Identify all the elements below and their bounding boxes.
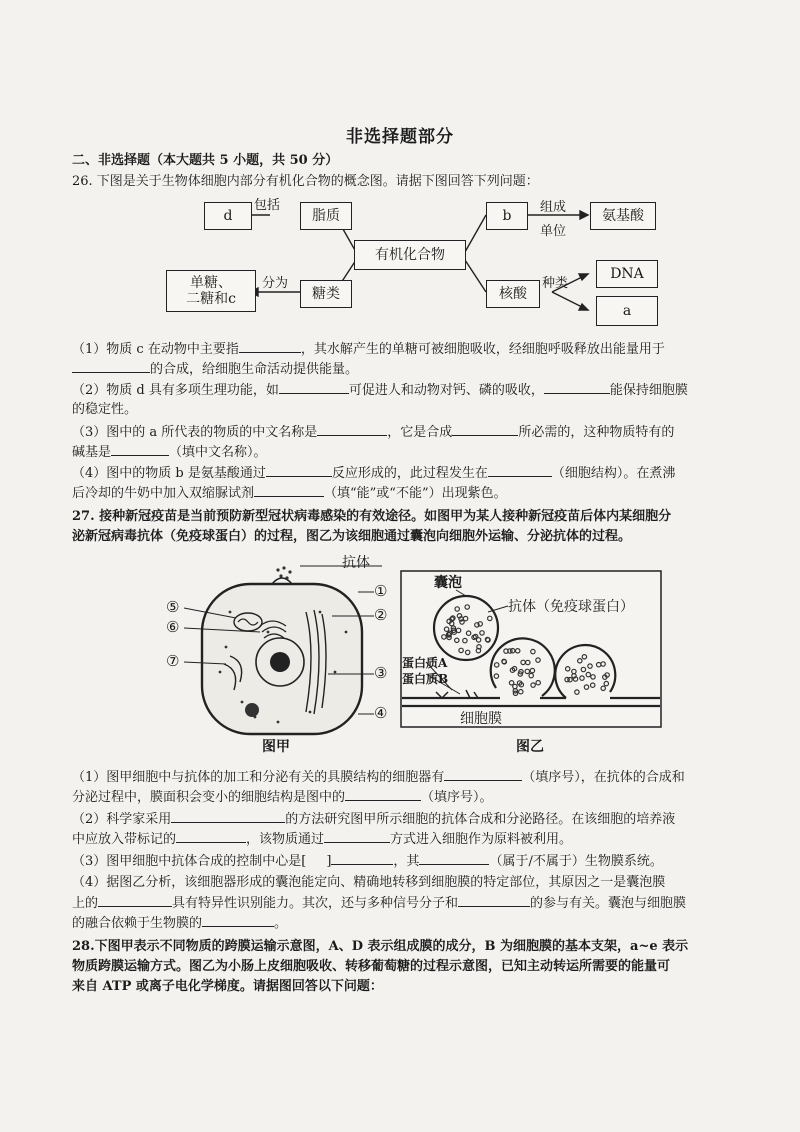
antibody-particle <box>531 649 535 653</box>
q26-p3-line2: 碱基是 （填中文名称）。 <box>72 445 267 460</box>
figa-num-3: ③ <box>374 664 388 682</box>
blank[interactable] <box>345 788 421 801</box>
blank[interactable] <box>317 423 387 436</box>
q26-stem: 26. 下图是关于生物体细胞内部分有机化合物的概念图。请据下图回答下列问题： <box>72 174 539 189</box>
page-title: 非选择题部分 <box>346 127 454 147</box>
antibody-particle <box>586 672 590 676</box>
node-sugar: 糖类 <box>300 280 352 308</box>
node-d: d <box>204 202 252 230</box>
blank[interactable] <box>171 810 285 823</box>
antibody-particle <box>459 648 463 652</box>
q26-p3-line1: （3）图中的 a 所代表的物质的中文名称是 ，它是合成 所必需的，这种物质特有的 <box>72 425 675 440</box>
figa-label-antibody: 抗体 <box>342 555 370 571</box>
antibody-particle <box>476 638 480 642</box>
q27-p2-line1: （2）科学家采用 的方法研究图甲所示细胞的抗体合成和分泌路径。在该细胞的培养液 <box>72 812 676 827</box>
q27-p3: （3）图甲细胞中抗体合成的控制中心是[ ] ，其 （属于/不属于）生物膜系统。 <box>72 854 663 869</box>
figa-caption: 图甲 <box>262 739 290 755</box>
figure-a <box>160 552 400 757</box>
blank[interactable] <box>419 852 489 865</box>
antibody-particle <box>444 627 448 631</box>
label-kinds: 种类 <box>542 276 569 291</box>
antibody-particle <box>455 638 459 642</box>
antibody-particle <box>591 675 595 679</box>
node-b: b <box>486 202 528 230</box>
antibody-particle <box>456 628 460 632</box>
q27-p4-line2: 上的 具有特异性识别能力。其次，还与多种信号分子和 的参与有关。囊泡与细胞膜 <box>72 896 687 911</box>
q27-p2-line2: 中应放入带标记的 ，该物质通过 方式进入细胞作为原料被利用。 <box>72 832 573 847</box>
node-organic-compound: 有机化合物 <box>354 240 466 270</box>
figa-num-2: ② <box>374 606 388 624</box>
antibody-particle <box>591 683 595 687</box>
blank[interactable] <box>544 381 610 394</box>
figb-label-protein-a: 蛋白质A <box>402 656 448 670</box>
q26-p1-line1: （1）物质 c 在动物中主要指 ，其水解产生的单糖可被细胞吸收，经细胞呼吸释放出能量用于 <box>72 342 665 357</box>
antibody-particle <box>584 685 588 689</box>
cell-diagram-a <box>160 552 400 757</box>
antibody-particle <box>581 667 585 671</box>
figa-num-5: ⑤ <box>166 598 180 616</box>
antibody-particle <box>525 669 529 673</box>
section-heading: 二、非选择题（本大题共 5 小题，共 50 分） <box>72 153 339 168</box>
blank[interactable] <box>111 443 169 456</box>
figb-label-antibody: 抗体（免疫球蛋白） <box>508 599 634 615</box>
figa-num-4: ④ <box>374 704 388 722</box>
antibody-particle <box>597 663 601 667</box>
antibody-particle <box>495 663 499 667</box>
node-nucleic-acid: 核酸 <box>486 280 540 308</box>
antibody-particle <box>566 667 570 671</box>
q27-p1-line1: （1）图甲细胞中与抗体的加工和分泌有关的具膜结构的细胞器有 （填序号），在抗体的合成和 <box>72 770 685 785</box>
antibody-particle <box>463 616 467 620</box>
label-unit: 单位 <box>540 224 567 239</box>
q27-p4-line3: 的融合依赖于生物膜的 。 <box>72 916 288 931</box>
label-compose: 组成 <box>540 200 567 215</box>
blank[interactable] <box>279 381 349 394</box>
antibody-particle <box>601 686 605 690</box>
antibody-particle <box>521 660 525 664</box>
antibody-particle <box>578 659 582 663</box>
antibody-particle <box>488 616 492 620</box>
antibody-particle <box>466 631 470 635</box>
blank[interactable] <box>452 423 518 436</box>
node-lipid: 脂质 <box>300 202 352 230</box>
q27-p1-line2: 分泌过程中，膜面积会变小的细胞结构是图中的 （填序号）。 <box>72 790 493 805</box>
q26-concept-map <box>160 192 660 332</box>
figb-label-protein-b: 蛋白质B <box>402 672 449 686</box>
antibody-particle <box>465 605 469 609</box>
node-dna: DNA <box>596 260 658 288</box>
blank[interactable] <box>266 464 332 477</box>
antibody-particle <box>604 681 608 685</box>
blank[interactable] <box>331 852 393 865</box>
antibody-particle <box>455 607 459 611</box>
blank[interactable] <box>72 360 150 373</box>
figa-num-1: ① <box>374 582 388 600</box>
antibody-particle <box>516 649 520 653</box>
q26-p4-line1: （4）图中的物质 b 是氨基酸通过 反应形成的，此过程发生在 （细胞结构）。在煮沸 <box>72 466 676 481</box>
q27-stem-line1: 27. 接种新冠疫苗是当前预防新型冠状病毒感染的有效途径。如图甲为某人接种新冠疫苗后体内某细胞分 <box>72 509 672 524</box>
blank[interactable] <box>488 464 552 477</box>
figa-num-7: ⑦ <box>166 652 180 670</box>
antibody-particle <box>536 681 540 685</box>
antibody-particle <box>531 683 535 687</box>
blank[interactable] <box>98 894 172 907</box>
antibody-particle <box>530 668 534 672</box>
figb-label-membrane: 细胞膜 <box>460 711 502 727</box>
blank[interactable] <box>444 768 522 781</box>
q26-p4-line2: 后冷却的牛奶中加入双缩脲试剂 （填“能”或“不能”）出现紫色。 <box>72 486 507 501</box>
node-amino-acid: 氨基酸 <box>590 202 656 230</box>
blank[interactable] <box>324 830 390 843</box>
q26-p2-line2: 的稳定性。 <box>72 402 138 417</box>
antibody-particle <box>442 635 446 639</box>
label-divide: 分为 <box>262 276 289 291</box>
antibody-particle <box>565 677 569 681</box>
node-sugar-types: 单糖、 二糖和c <box>166 270 256 312</box>
figb-caption: 图乙 <box>516 739 544 755</box>
antibody-particle <box>580 676 584 680</box>
antibody-particle <box>588 664 592 668</box>
antibody-particle <box>582 655 586 659</box>
antibody-particle <box>466 650 470 654</box>
figure-b <box>400 570 662 758</box>
antibody-particle <box>494 674 498 678</box>
q28-line1: 28.下图甲表示不同物质的跨膜运输示意图，A、D 表示组成膜的成分，B 为细胞膜的基本支架，a~e 表示 <box>72 939 689 954</box>
q26-p1-line2: 的合成，给细胞生命活动提供能量。 <box>72 360 748 379</box>
antibody-particle <box>572 669 576 673</box>
q27-p4-line1: （4）据图乙分析，该细胞器形成的囊泡能定向、精确地转移到细胞膜的特定部位，其原因之一是囊泡膜 <box>72 875 666 890</box>
antibody-particle <box>519 690 523 694</box>
q28-line3: 来自 ATP 或离子电化学梯度。请据图回答以下问题： <box>72 979 383 994</box>
vesicle-particles <box>400 570 662 730</box>
q27-stem-line2: 泌新冠病毒抗体（免疫球蛋白）的过程，图乙为该细胞通过囊泡向细胞外运输、分泌抗体的过程。 <box>72 529 632 544</box>
label-include: 包括 <box>254 198 281 213</box>
blank[interactable] <box>254 484 324 497</box>
antibody-particle <box>536 658 540 662</box>
antibody-particle <box>529 673 533 677</box>
blank[interactable] <box>458 894 530 907</box>
antibody-particle <box>480 631 484 635</box>
node-a: a <box>596 296 658 326</box>
antibody-particle <box>601 662 605 666</box>
figb-label-vesicle: 囊泡 <box>434 575 462 591</box>
blank[interactable] <box>202 914 274 927</box>
antibody-particle <box>463 638 467 642</box>
antibody-particle <box>526 660 530 664</box>
antibody-particle <box>575 690 579 694</box>
q26-p2-line1: （2）物质 d 具有多项生理功能，如 可促进人和动物对钙、磷的吸收， 能保持细胞膜 <box>72 383 688 398</box>
figa-num-6: ⑥ <box>166 618 180 636</box>
blank[interactable] <box>176 830 246 843</box>
q28-line2: 物质跨膜运输方式。图乙为小肠上皮细胞吸收、转移葡萄糖的过程示意图，已知主动转运所需要的能量可 <box>72 959 671 974</box>
blank[interactable] <box>239 340 301 353</box>
antibody-particle <box>511 649 515 653</box>
